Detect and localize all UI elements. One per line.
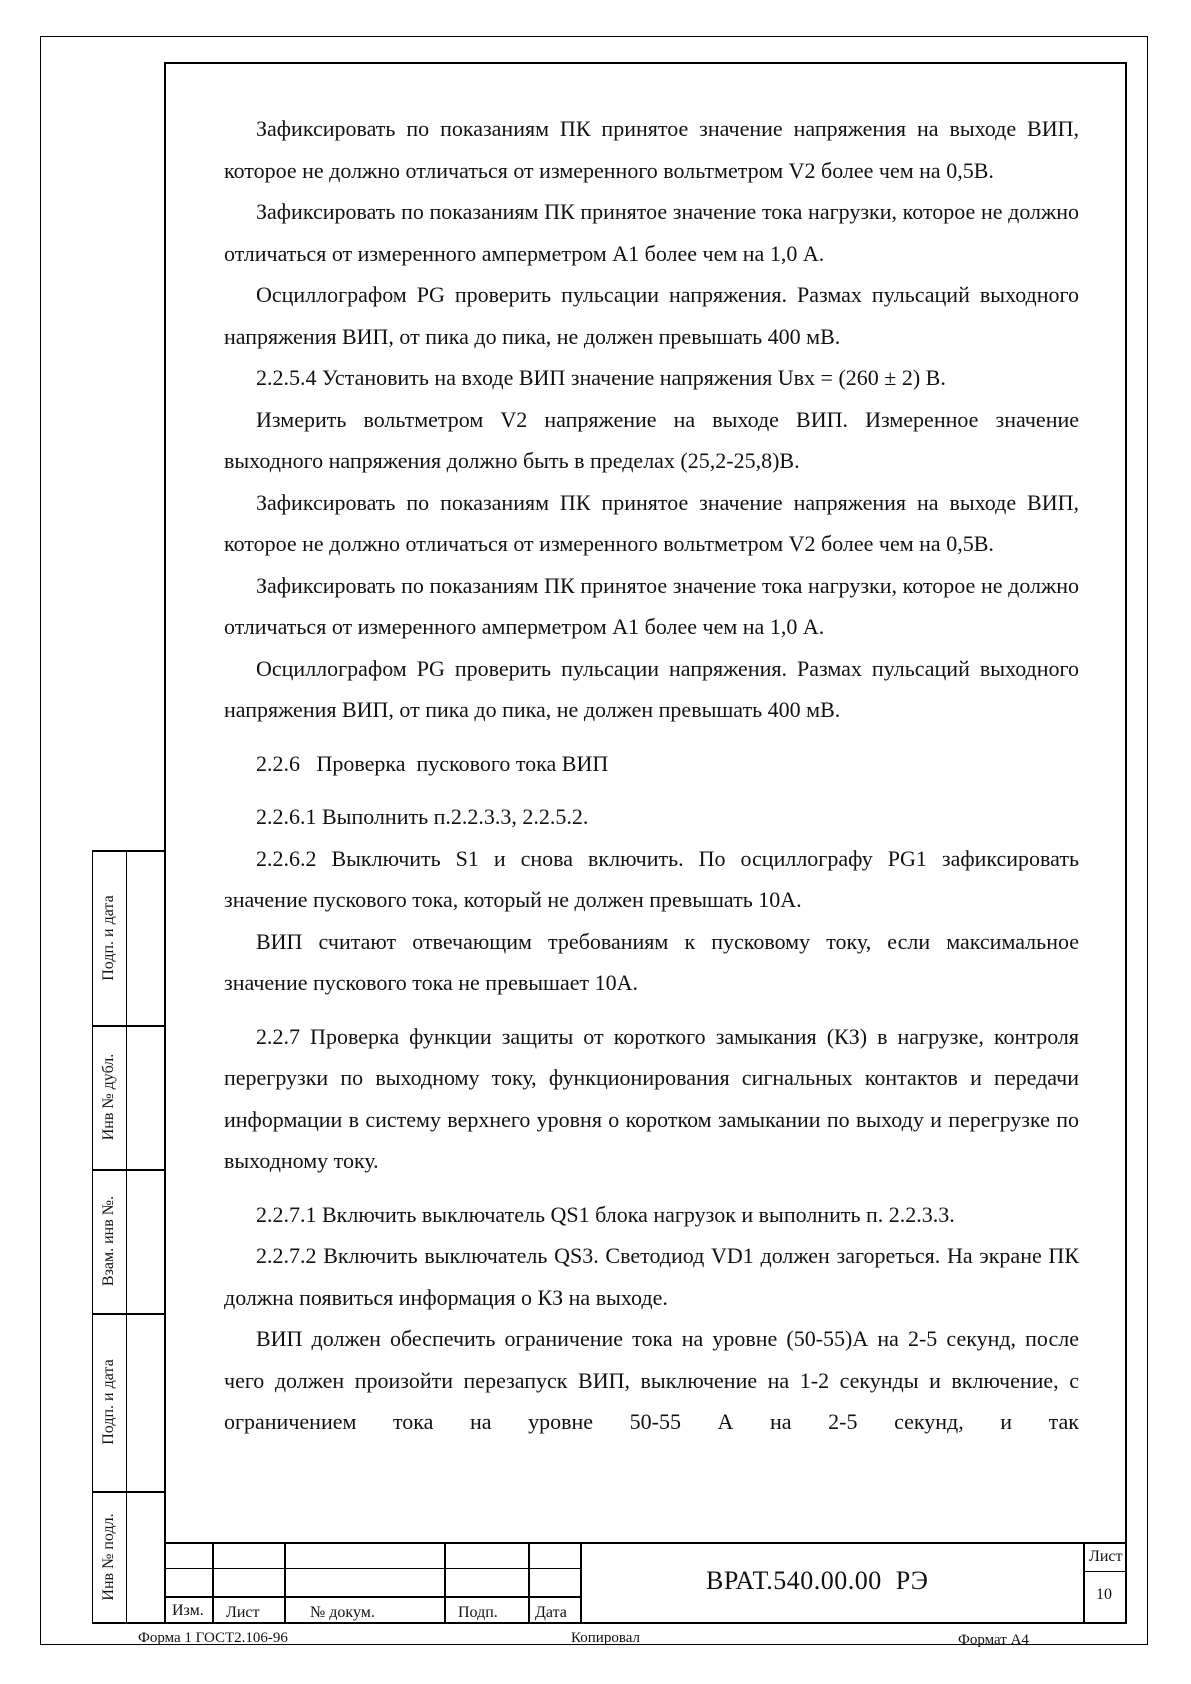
title-block-row-a <box>164 1568 582 1569</box>
title-block-col-1 <box>212 1542 214 1624</box>
title-block-top <box>164 1542 1127 1544</box>
paragraph-2-2-6-2: 2.2.6.2 Выключить S1 и снова включить. По осциллографу PG1 зафиксировать значение пускового тока, который не должен превышать 10А. <box>224 845 1079 912</box>
document-body <box>224 108 1079 1443</box>
col-header-doc-number: № докум. <box>310 1604 375 1621</box>
title-block-col-5 <box>580 1542 582 1624</box>
title-block-row-b <box>164 1596 582 1598</box>
side-stamp-left <box>92 850 93 1624</box>
sheet-number: 10 <box>1096 1586 1112 1603</box>
frame-left <box>164 62 166 1624</box>
document-designation: ВРАТ.540.00.00 РЭ <box>706 1566 929 1595</box>
side-label-sign-date-2: Подп. и дата <box>100 1359 117 1445</box>
title-block-col-4 <box>528 1542 530 1624</box>
title-block-sheet-row <box>1083 1571 1127 1572</box>
paragraph-8: Осциллографом PG проверить пульсации напряжения. Размах пульсаций выходного напряжения ВИП, от пика до пика, не должен превышать 400 мВ. <box>224 655 1079 722</box>
sheet-label: Лист <box>1089 1548 1123 1565</box>
outer-border-top <box>40 36 1148 37</box>
side-label-sign-date-1: Подп. и дата <box>100 895 117 981</box>
footer-form: Форма 1 ГОСТ2.106-96 <box>138 1630 288 1646</box>
paragraph-2-2-7-2: 2.2.7.2 Включить выключатель QS3. Светодиод VD1 должен загореться. На экране ПК должна появиться информация о КЗ на выходе. <box>224 1243 1079 1310</box>
title-block-sheet-col <box>1083 1542 1085 1624</box>
frame-bottom <box>92 1622 1127 1624</box>
frame-right <box>1125 62 1127 1624</box>
side-label-replace-inv: Взам. инв №. <box>100 1195 117 1287</box>
frame-top <box>164 62 1127 64</box>
title-block-col-3 <box>444 1542 446 1624</box>
outer-border-left <box>40 36 41 1645</box>
outer-border-right <box>1147 36 1148 1645</box>
side-stamp-row-1 <box>92 850 165 852</box>
side-stamp-row-4 <box>92 1313 165 1315</box>
footer-copied: Копировал <box>571 1630 640 1646</box>
paragraph-1: Зафиксировать по показаниям ПК принятое значение напряжения на выходе ВИП, которое не должно отличаться от измеренного вольтметром V2 более чем на 0,5В. <box>224 116 1079 183</box>
footer-format: Формат А4 <box>958 1632 1029 1648</box>
col-header-list: Лист <box>226 1604 260 1621</box>
paragraph-startup-current: ВИП считают отвечающим требованиям к пусковому току, если максимальное значение пускового тока не превышает 10А. <box>224 928 1079 995</box>
paragraph-7: Зафиксировать по показаниям ПК принятое значение тока нагрузки, которое не должно отличаться от измеренного амперметром А1 более чем на 1,0 А. <box>224 572 1079 639</box>
paragraph-current-limit: ВИП должен обеспечить ограничение тока на уровне (50-55)А на 2-5 секунд, после чего должен произойти перезапуск ВИП, выключение на 1-2 секунды и включение, с ограничением тока на уровне 50-55 А на 2-5 секунд, и так <box>224 1326 1079 1434</box>
side-label-orig-inv: Инв № подл. <box>100 1513 117 1601</box>
col-header-izm: Изм. <box>172 1602 204 1619</box>
paragraph-6: Зафиксировать по показаниям ПК принятое значение напряжения на выходе ВИП, которое не должно отличаться от измеренного вольтметром V2 более чем на 0,5В. <box>224 489 1079 556</box>
col-header-signature: Подп. <box>458 1604 498 1621</box>
section-heading-2-2-6: 2.2.6 Проверка пускового тока ВИП <box>256 750 609 776</box>
paragraph-2: Зафиксировать по показаниям ПК принятое значение тока нагрузки, которое не должно отличаться от измеренного амперметром А1 более чем на 1,0 А. <box>224 199 1079 266</box>
side-label-dup-inv: Инв № дубл. <box>100 1053 117 1141</box>
col-header-date: Дата <box>535 1604 567 1621</box>
paragraph-4: 2.2.5.4 Установить на входе ВИП значение напряжения Uвх = (260 ± 2) В. <box>256 365 946 390</box>
paragraph-2-2-7-1: 2.2.7.1 Включить выключатель QS1 блока нагрузок и выполнить п. 2.2.3.3. <box>256 1201 955 1227</box>
side-stamp-divider <box>126 850 127 1624</box>
paragraph-5: Измерить вольтметром V2 напряжение на выходе ВИП. Измеренное значение выходного напряжения должно быть в пределах (25,2-25,8)В. <box>224 406 1079 473</box>
paragraph-2-2-6-1: 2.2.6.1 Выполнить п.2.2.3.3, 2.2.5.2. <box>256 804 589 829</box>
title-block-col-2 <box>284 1542 286 1624</box>
paragraph-3: Осциллографом PG проверить пульсации напряжения. Размах пульсаций выходного напряжения ВИП, от пика до пика, не должен превышать 400 мВ. <box>224 282 1079 349</box>
section-heading-2-2-7: 2.2.7 Проверка функции защиты от короткого замыкания (КЗ) в нагрузке, контроля перегрузки по выходному току, функционирования сигнальных контактов и передачи информации в систему верхнего уровня о коротком замыкании по выходу и перегрузке по выходному току. <box>224 1023 1079 1173</box>
